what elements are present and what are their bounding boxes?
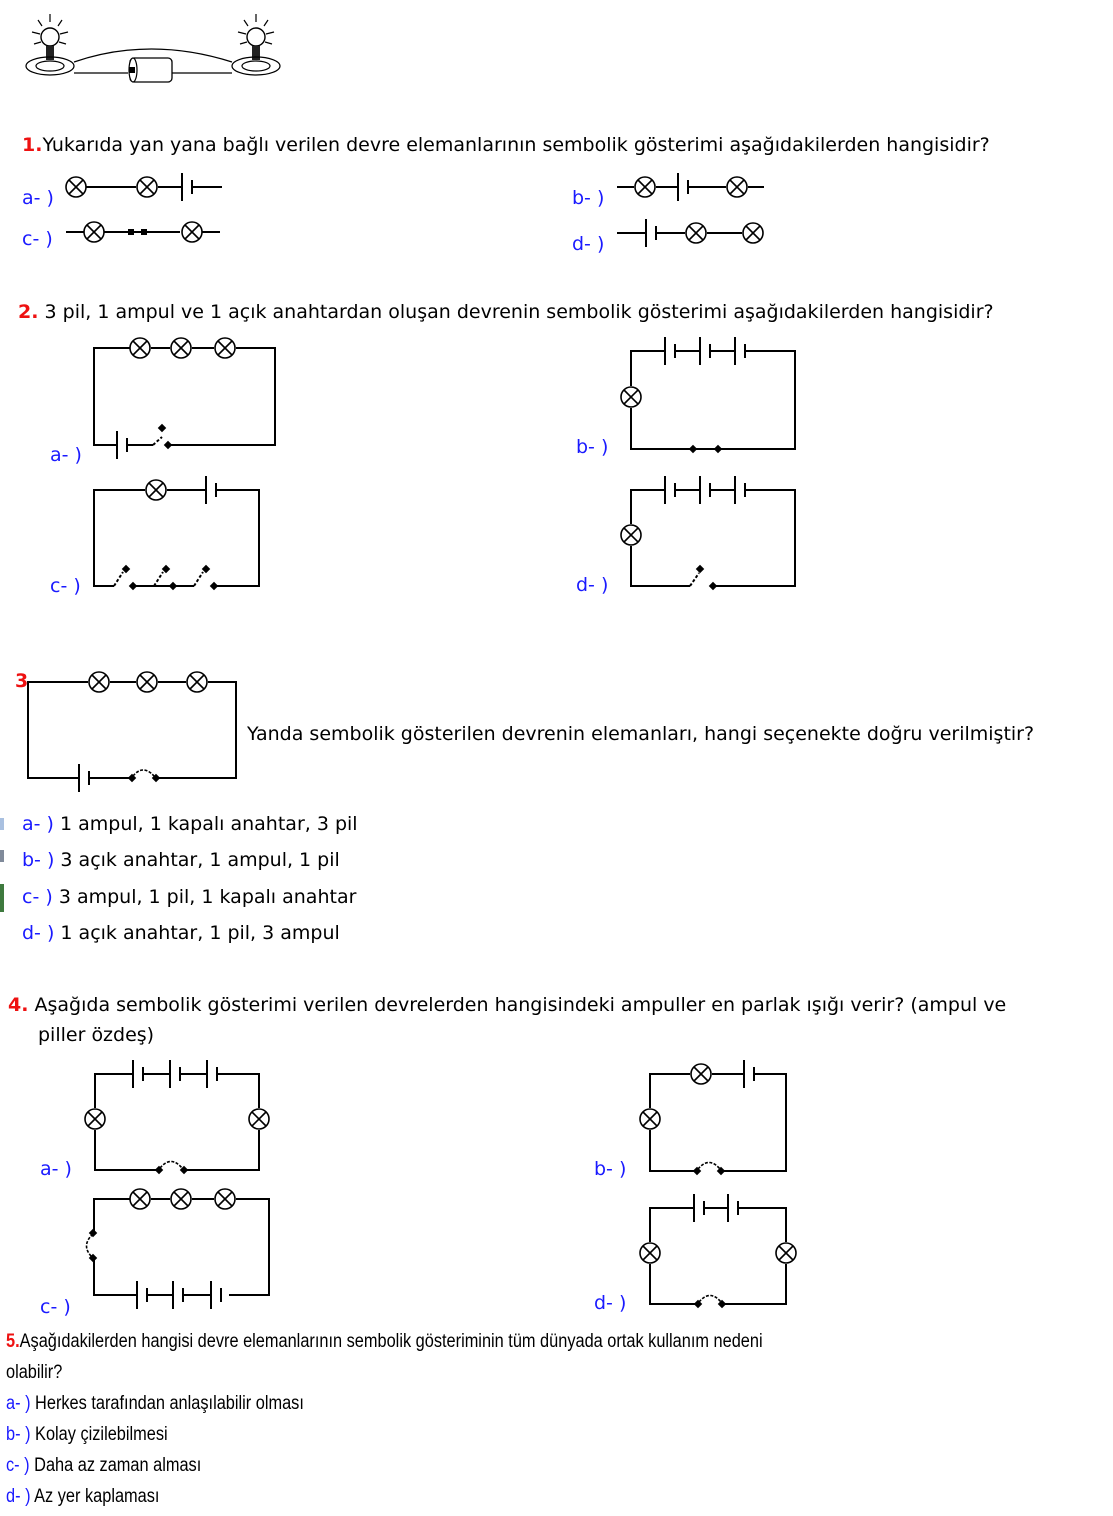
lamp-icon [85, 1109, 105, 1129]
cell-icon [665, 476, 675, 504]
option-label[interactable]: c- ) [50, 575, 81, 597]
question-number: 4. [8, 994, 29, 1016]
cell-icon [79, 764, 89, 792]
option-a[interactable] [6, 1393, 304, 1415]
cell-icon [694, 1194, 704, 1222]
diagram-q4-b [640, 1060, 786, 1175]
question-text-continued: olabilir? [6, 1362, 63, 1383]
option-label: d- ) [6, 1486, 31, 1507]
lamp-icon [171, 1189, 191, 1209]
question-text: 3 pil, 1 ampul ve 1 açık anahtardan oluşan devrenin sembolik gösterimi aşağıdakilerden hangisidir? [44, 301, 994, 323]
option-label: d- ) [22, 922, 55, 944]
option-label[interactable]: b- ) [594, 1158, 627, 1180]
option-label: b- ) [22, 849, 55, 871]
question-number: 2. [18, 301, 39, 323]
question-text-continued: piller özdeş) [38, 1024, 155, 1046]
option-label[interactable]: a- ) [50, 444, 82, 466]
diagram-q1-a [66, 173, 222, 201]
option-text: Az yer kaplaması [34, 1486, 160, 1507]
diagram-q4-a [85, 1060, 269, 1174]
cell-icon [700, 337, 710, 365]
option-label[interactable]: c- ) [40, 1296, 71, 1318]
cell-icon [137, 1281, 147, 1309]
diagram-q1-d [617, 219, 763, 247]
cell-icon [211, 1281, 221, 1309]
option-label[interactable]: d- ) [594, 1292, 627, 1314]
lamp-icon [727, 177, 747, 197]
cell-icon [207, 1060, 217, 1088]
option-d[interactable] [6, 1486, 159, 1508]
cell-icon [646, 219, 656, 247]
lamp-icon [249, 1109, 269, 1129]
option-b[interactable] [6, 1424, 168, 1446]
option-text: Herkes tarafından anlaşılabilir olması [35, 1393, 304, 1414]
switch-contact [696, 565, 704, 573]
option-text: Kolay çizilebilmesi [35, 1424, 168, 1445]
diagram-q4-d [640, 1194, 796, 1308]
lamp-icon [130, 1189, 150, 1209]
option-a[interactable] [22, 812, 358, 836]
lamp-icon [621, 387, 641, 407]
switch-contact [129, 582, 137, 590]
option-label[interactable]: a- ) [22, 187, 54, 209]
switch-contact [709, 582, 717, 590]
switch-contact [202, 565, 210, 573]
lamp-icon [66, 177, 86, 197]
question-text: Yanda sembolik gösterilen devrenin elemanları, hangi seçenekte doğru verilmiştir? [247, 723, 1035, 745]
switch-contact [128, 774, 136, 782]
cell-icon [735, 337, 745, 365]
cell-icon [182, 173, 192, 201]
diagram-q1-c [66, 222, 220, 242]
lamp-icon [686, 223, 706, 243]
lamp-icon [621, 525, 641, 545]
lamp-icon [640, 1109, 660, 1129]
switch-contact [155, 1166, 163, 1174]
cell-icon [744, 1060, 754, 1088]
lamp-icon [130, 338, 150, 358]
cell-icon [728, 1194, 738, 1222]
cell-icon [700, 476, 710, 504]
option-label: a- ) [22, 813, 54, 835]
question-5 [6, 1331, 763, 1353]
option-label[interactable]: d- ) [576, 574, 609, 596]
switch-contact [158, 424, 166, 432]
lamp-icon [187, 672, 207, 692]
option-label: a- ) [6, 1393, 31, 1414]
cell-icon [206, 476, 216, 504]
option-label[interactable]: b- ) [576, 436, 609, 458]
lamp-icon [743, 223, 763, 243]
switch-contact [162, 565, 170, 573]
question-text: Aşağıdakilerden hangisi devre elemanlarının sembolik gösteriminin tüm dünyada ortak kullanım nedeni [19, 1331, 763, 1352]
question-number: 3 [15, 670, 29, 692]
cell-icon [117, 431, 127, 459]
option-text: 3 açık anahtar, 1 ampul, 1 pil [60, 849, 340, 871]
cell-icon [173, 1281, 183, 1309]
option-label[interactable]: d- ) [572, 233, 605, 255]
option-c[interactable] [6, 1455, 201, 1477]
diagram-q4-c [87, 1189, 270, 1309]
lamp-icon [146, 480, 166, 500]
switch-contact [169, 582, 177, 590]
margin-mark [0, 884, 4, 912]
option-text: 3 ampul, 1 pil, 1 kapalı anahtar [58, 886, 357, 908]
contact-dot [141, 229, 147, 235]
question-number: 5. [6, 1331, 20, 1352]
margin-mark [0, 818, 4, 830]
option-label[interactable]: c- ) [22, 228, 53, 250]
switch-contact [89, 1229, 97, 1237]
cell-icon [678, 173, 688, 201]
cell-icon [170, 1060, 180, 1088]
option-label[interactable]: b- ) [572, 187, 605, 209]
question-text: Aşağıda sembolik gösterimi verilen devrelerden hangisindeki ampuller en parlak ışığı verir? (ampul ve [34, 994, 1007, 1016]
margin-mark [0, 850, 4, 862]
question-2 [18, 300, 994, 324]
diagram-q2-b [621, 337, 795, 453]
switch-contact [693, 1167, 701, 1175]
question-number: 1. [22, 134, 43, 156]
cell-icon [665, 337, 675, 365]
lamp-icon [635, 177, 655, 197]
cell-icon [133, 1060, 143, 1088]
cell-icon [735, 476, 745, 504]
contact-dot [128, 229, 134, 235]
question-4 [8, 993, 1006, 1017]
lamp-icon [171, 338, 191, 358]
option-label: c- ) [6, 1455, 30, 1476]
lamp-icon [215, 1189, 235, 1209]
switch-contact [718, 1300, 726, 1308]
switch-contact [164, 441, 172, 449]
option-d[interactable] [22, 921, 340, 945]
lamp-icon [182, 222, 202, 242]
switch-contact [122, 565, 130, 573]
option-text: Daha az zaman alması [34, 1455, 202, 1476]
lamp-icon [84, 222, 104, 242]
diagram-q1-b [617, 173, 764, 201]
diagram-q2-a [94, 338, 275, 459]
switch-contact [717, 1167, 725, 1175]
diagram-q2-d [621, 476, 795, 590]
contact-dot [714, 445, 722, 453]
diagram-q2-c [94, 476, 259, 590]
switch-contact [210, 582, 218, 590]
contact-dot [689, 445, 697, 453]
option-label[interactable]: a- ) [40, 1158, 72, 1180]
lamp-icon [89, 672, 109, 692]
option-b[interactable] [22, 848, 340, 872]
option-text: 1 ampul, 1 kapalı anahtar, 3 pil [60, 813, 358, 835]
diagram-q3 [28, 672, 236, 792]
lamp-icon [640, 1243, 660, 1263]
lamp-icon [215, 338, 235, 358]
lamp-icon [691, 1064, 711, 1084]
option-c[interactable] [22, 885, 356, 909]
question-text: Yukarıda yan yana bağlı verilen devre elemanlarının sembolik gösterimi aşağıdakilerden hangisidir? [42, 134, 990, 156]
lamp-icon [776, 1243, 796, 1263]
option-label: c- ) [22, 886, 53, 908]
option-label: b- ) [6, 1424, 31, 1445]
option-text: 1 açık anahtar, 1 pil, 3 ampul [60, 922, 340, 944]
switch-contact [694, 1300, 702, 1308]
lamp-icon [137, 672, 157, 692]
lamp-icon [137, 177, 157, 197]
